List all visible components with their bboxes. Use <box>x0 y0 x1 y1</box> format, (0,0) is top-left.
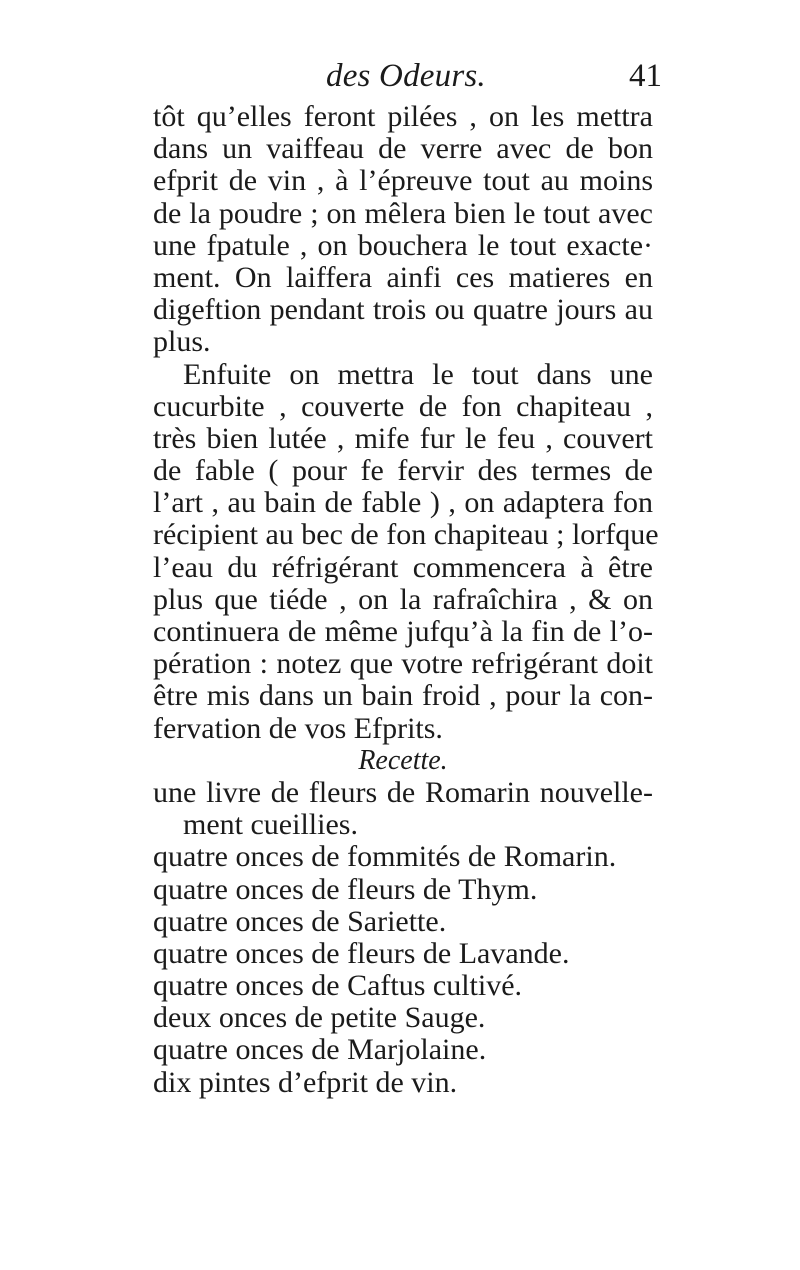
text-line: Enfuite on mettra le tout dans une <box>183 357 653 391</box>
text-line: récipient au bec de fon chapiteau ; lorfque <box>153 518 659 552</box>
text-line: efprit de vin , à l’épreuve tout au moins <box>153 164 653 198</box>
text-line: fervation de vos Efprits. <box>153 711 443 745</box>
page-number: 41 <box>629 58 662 94</box>
text-line: de la poudre ; on mêlera bien le tout avec <box>153 196 653 230</box>
page-text <box>153 100 659 1099</box>
recipe-heading: Recette. <box>358 744 448 776</box>
recipe-item: quatre onces de Caftus cultivé. <box>153 969 523 1003</box>
text-line: une fpatule , on bouchera le tout exacte· <box>153 228 653 262</box>
text-line: l’art , au bain de fable ) , on adaptera fon <box>153 486 653 520</box>
recipe-item: deux onces de petite Sauge. <box>153 1001 486 1035</box>
text-line: de fable ( pour fe fervir des termes de <box>153 454 653 488</box>
text-line: plus. <box>153 325 211 359</box>
running-head <box>150 56 662 100</box>
text-line: pération : notez que votre refrigérant doit <box>153 647 653 681</box>
text-line: dans un vaiffeau de verre avec de bon <box>153 132 653 166</box>
recipe-item: dix pintes d’efprit de vin. <box>153 1065 458 1099</box>
recipe-item: une livre de fleurs de Romarin nouvelle- <box>153 775 653 809</box>
recipe-item: quatre onces de Sariette. <box>153 904 447 938</box>
recipe-item: quatre onces de fommités de Romarin. <box>153 840 617 874</box>
recipe-item: quatre onces de fleurs de Lavande. <box>153 936 570 970</box>
running-title: des Odeurs. <box>326 58 486 94</box>
recipe-item: quatre onces de Marjolaine. <box>153 1033 487 1067</box>
text-line: ment. On laiffera ainfi ces matieres en <box>153 260 653 294</box>
text-line: très bien lutée , mife fur le feu , couvert <box>153 421 653 455</box>
text-line: être mis dans un bain froid , pour la con- <box>153 679 653 713</box>
text-line: continuera de même jufqu’à la fin de l’o- <box>153 615 653 648</box>
text-line: tôt qu’elles feront pilées , on les mettra <box>153 100 653 133</box>
text-line: l’eau du réfrigérant commencera à être <box>153 550 653 584</box>
text-line: cucurbite , couverte de fon chapiteau , <box>153 389 653 423</box>
recipe-item: quatre onces de fleurs de Thym. <box>153 872 538 906</box>
text-line: digeftion pendant trois ou quatre jours au <box>153 293 653 327</box>
text-line: plus que tiéde , on la rafraîchira , & on <box>153 582 653 616</box>
recipe-item-continuation: ment cueillies. <box>183 808 358 842</box>
